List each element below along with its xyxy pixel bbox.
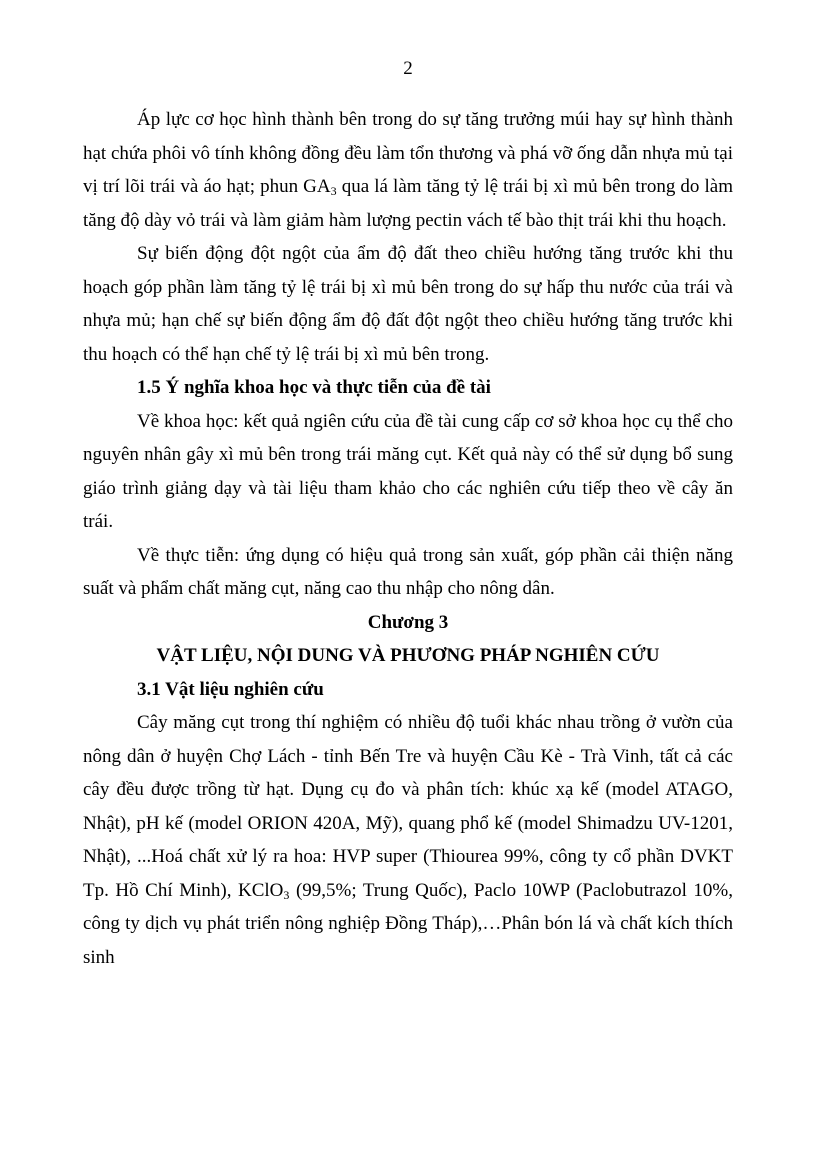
paragraph-practical-significance: Về thực tiễn: ứng dụng có hiệu quả trong sản xuất, góp phần cải thiện năng suất và phẩm chất măng cụt, năng cao thu nhập cho nông dân. [83, 544, 733, 599]
paragraph-mechanical-pressure [83, 103, 733, 237]
subscript: 3 [330, 184, 337, 198]
chapter-number: Chương 3 [367, 611, 449, 633]
paragraph-soil-moisture: Sự biến động đột ngột của ẩm độ đất theo chiều hướng tăng trước khi thu hoạch góp phần làm tăng tỷ lệ trái bị xì mủ bên trong do sự hấp thu nước của trái và nhựa mủ; hạn chế sự biến động ẩm độ đất đột ngột theo chiều hướng tăng trước khi thu hoạch có thể hạn chế tỷ lệ trái bị xì mủ bên trong. [83, 243, 733, 365]
page-number: 2 [403, 58, 413, 79]
chapter-title: VẬT LIỆU, NỘI DUNG VÀ PHƯƠNG PHÁP NGHIÊN CỨU [156, 645, 660, 666]
paragraph-text: Cây măng cụt trong thí nghiệm có nhiều độ tuổi khác nhau trồng ở vườn của nông dân ở huyện Chợ Lách - tỉnh Bến Tre và huyện Cầu Kè - Trà Vinh, tất cả các cây đều được trồng từ hạt. Dụng cụ đo và phân tích: khúc xạ kế (model ATAGO, Nhật), pH kế (model ORION 420A, Mỹ), quang phổ kế (model Shimadzu UV-1201, Nhật), ...Hoá chất xử lý ra hoa: HVP super (Thiourea 99%, công ty cổ phần DVKT Tp. Hồ Chí Minh), KClO [83, 712, 733, 901]
section-heading-3-1: 3.1 Vật liệu nghiên cứu [137, 678, 324, 700]
page-content [83, 103, 733, 974]
paragraph-scientific-significance: Về khoa học: kết quả ngiên cứu của đề tài cung cấp cơ sở khoa học cụ thể cho nguyên nhân gây xì mủ bên trong trái măng cụt. Kết quả này có thể sử dụng bổ sung giáo trình giảng dạy và tài liệu tham khảo cho các nghiên cứu tiếp theo về cây ăn trái. [83, 410, 733, 532]
paragraph-text: Áp lực cơ học hình thành bên trong do sự tăng trưởng múi hay sự hình thành hạt chứa phôi vô tính không đồng đều làm tổn thương và phá vỡ ống dẫn nhựa mủ tại vị trí lõi trái và áo hạt; phun GA [83, 109, 733, 197]
subscript: 3 [283, 887, 290, 902]
section-heading-1-5: 1.5 Ý nghĩa khoa học và thực tiễn của đề tài [137, 377, 491, 398]
paragraph-text: qua lá làm tăng tỷ lệ trái bị xì mủ bên trong do làm tăng độ dày vỏ trái và làm giảm hàm lượng pectin vách tế bào thịt trái khi thu hoạch. [83, 176, 733, 231]
paragraph-text: (99,5%; Trung Quốc), Paclo 10WP (Paclobutrazol 10%, công ty dịch vụ phát triển nông nghiệp Đồng Tháp),…Phân bón lá và chất kích thích sinh [83, 879, 733, 968]
paragraph-materials [83, 706, 733, 974]
